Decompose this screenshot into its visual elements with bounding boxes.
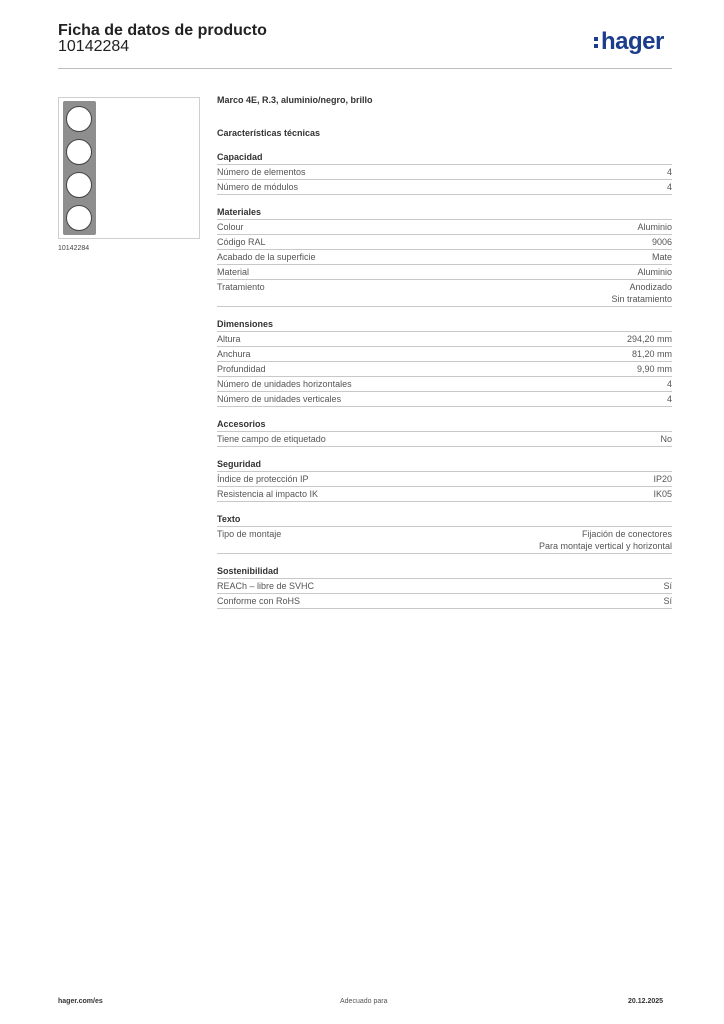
header-divider <box>58 68 672 69</box>
spec-section <box>217 419 672 447</box>
spec-value-line: Anodizado <box>629 282 672 292</box>
socket-icon <box>66 139 92 165</box>
spec-label: Anchura <box>217 349 251 359</box>
spec-value-line: Aluminio <box>637 222 672 232</box>
product-image-code: 10142284 <box>58 245 90 252</box>
spec-label: Conforme con RoHS <box>217 596 301 606</box>
socket-icon <box>66 106 92 132</box>
spec-value <box>667 393 672 405</box>
spec-value-line: 9,90 mm <box>636 364 672 374</box>
socket-icon <box>66 172 92 198</box>
spec-section <box>217 152 672 195</box>
spec-value <box>660 433 672 445</box>
spec-label: Tratamiento <box>217 282 265 292</box>
spec-row <box>217 579 672 594</box>
section-title: Capacidad <box>217 152 672 165</box>
spec-value-line: Aluminio <box>637 267 672 277</box>
spec-section <box>217 459 672 502</box>
section-title: Texto <box>217 514 672 527</box>
spec-value <box>637 266 672 278</box>
spec-label: Código RAL <box>217 237 266 247</box>
spec-row <box>217 220 672 235</box>
spec-sections <box>217 152 672 609</box>
spec-value <box>667 378 672 390</box>
spec-value <box>652 236 672 248</box>
spec-value <box>637 363 672 375</box>
spec-value-line: 81,20 mm <box>631 349 672 359</box>
spec-value-line: 4 <box>666 379 672 389</box>
spec-section <box>217 566 672 609</box>
spec-value <box>667 166 672 178</box>
spec-label: Número de unidades horizontales <box>217 379 352 389</box>
spec-row <box>217 472 672 487</box>
spec-value-line: Sí <box>663 596 672 606</box>
section-title: Materiales <box>217 207 672 220</box>
frame-graphic <box>63 101 96 235</box>
spec-value-line: 4 <box>666 182 672 192</box>
spec-row <box>217 347 672 362</box>
spec-row <box>217 280 672 307</box>
spec-value <box>663 595 672 607</box>
spec-value-line: 4 <box>666 394 672 404</box>
spec-label: REACh – libre de SVHC <box>217 581 315 591</box>
spec-row <box>217 332 672 347</box>
spec-label: Índice de protección IP <box>217 474 309 484</box>
footer-date: 20.12.2025 <box>628 998 664 1005</box>
spec-value-line: 9006 <box>651 237 672 247</box>
spec-value-line: Sí <box>663 581 672 591</box>
spec-value-line: 294,20 mm <box>626 334 672 344</box>
tech-characteristics-title: Características técnicas <box>217 128 321 138</box>
spec-value-line: Sin tratamiento <box>611 294 672 304</box>
spec-row <box>217 250 672 265</box>
footer-website: hager.com/es <box>58 998 103 1005</box>
logo-text: hager <box>601 28 664 55</box>
spec-value <box>637 221 672 233</box>
spec-row <box>217 165 672 180</box>
spec-row <box>217 527 672 554</box>
footer-note: Adecuado para <box>340 998 388 1005</box>
spec-value-line: Para montaje vertical y horizontal <box>538 541 672 551</box>
section-title: Accesorios <box>217 419 672 432</box>
spec-row <box>217 392 672 407</box>
spec-value <box>632 348 672 360</box>
spec-value-line: IP20 <box>653 474 672 484</box>
spec-section <box>217 514 672 554</box>
spec-value <box>663 580 672 592</box>
product-image <box>58 97 200 239</box>
spec-value <box>667 181 672 193</box>
spec-value-line: IK05 <box>653 489 672 499</box>
spec-label: Tiene campo de etiquetado <box>217 434 326 444</box>
spec-label: Profundidad <box>217 364 266 374</box>
spec-section <box>217 207 672 307</box>
section-title: Sostenibilidad <box>217 566 672 579</box>
spec-value-line: No <box>660 434 672 444</box>
spec-label: Número de elementos <box>217 167 306 177</box>
spec-label: Número de unidades verticales <box>217 394 342 404</box>
spec-value <box>652 251 672 263</box>
spec-value-line: 4 <box>666 167 672 177</box>
spec-value-line: Fijación de conectores <box>581 529 672 539</box>
spec-row <box>217 377 672 392</box>
spec-content <box>217 95 672 609</box>
product-code: 10142284 <box>58 38 130 55</box>
section-title: Seguridad <box>217 459 672 472</box>
spec-label: Número de módulos <box>217 182 299 192</box>
spec-value-line: Mate <box>651 252 672 262</box>
spec-value <box>653 473 672 485</box>
logo-dots-icon <box>594 35 599 49</box>
spec-value <box>653 488 672 500</box>
spec-label: Resistencia al impacto IK <box>217 489 319 499</box>
spec-row <box>217 594 672 609</box>
spec-value <box>611 281 672 305</box>
spec-row <box>217 432 672 447</box>
socket-icon <box>66 205 92 231</box>
spec-label: Tipo de montaje <box>217 529 282 539</box>
spec-label: Altura <box>217 334 241 344</box>
spec-label: Material <box>217 267 250 277</box>
page-title: Ficha de datos de producto <box>58 22 267 39</box>
spec-row <box>217 235 672 250</box>
spec-row <box>217 265 672 280</box>
section-title: Dimensiones <box>217 319 672 332</box>
spec-label: Colour <box>217 222 244 232</box>
spec-label: Acabado de la superficie <box>217 252 316 262</box>
spec-row <box>217 180 672 195</box>
spec-row <box>217 487 672 502</box>
hager-logo <box>594 28 664 56</box>
spec-value <box>539 528 672 552</box>
spec-value <box>627 333 672 345</box>
product-name: Marco 4E, R.3, aluminio/negro, brillo <box>217 95 373 105</box>
spec-row <box>217 362 672 377</box>
spec-section <box>217 319 672 407</box>
